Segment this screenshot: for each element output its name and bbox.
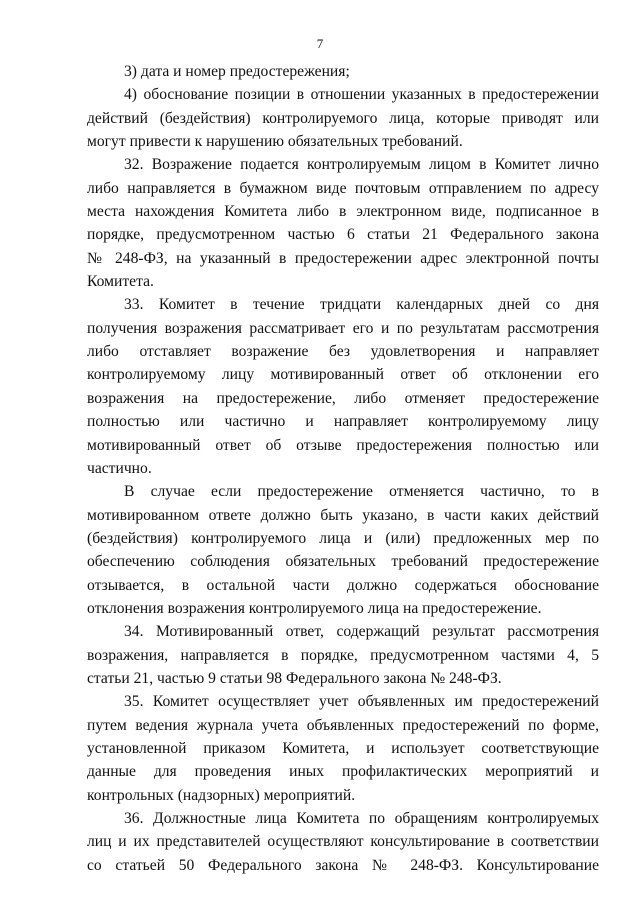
text-line: Комитета. (87, 273, 154, 291)
text-line: установленной приказом Комитета, и использует соответствующие (87, 739, 599, 757)
text-line: мотивированном ответе должно быть указано, в части каких действий (87, 506, 599, 524)
text-line: 34. Мотивированный ответ, содержащий результат рассмотрения (124, 623, 599, 641)
paragraph (87, 480, 599, 620)
text-line: частично. (87, 459, 152, 477)
text-line: контролируемому лицу мотивированный ответ об отклонении его (87, 366, 599, 384)
paragraph (87, 293, 599, 480)
text-line: данные для проведения иных профилактических мероприятий и (87, 763, 599, 781)
text-line: 4) обоснование позиции в отношении указанных в предостережении (124, 86, 599, 104)
text-line: 35. Комитет осуществляет учет объявленных им предостережений (124, 693, 599, 711)
paragraph (87, 807, 599, 877)
text-line: полностью или частично и направляет контролируемому лицу (87, 413, 599, 431)
text-line: либо отставляет возражение без удовлетворения и направляет (87, 343, 599, 361)
text-line: 33. Комитет в течение тридцати календарных дней со дня (124, 296, 599, 314)
text-line: обеспечению соблюдения обязательных требований предостережение (87, 553, 599, 571)
page-number: 7 (316, 36, 324, 51)
text-line: места нахождения Комитета либо в электронном виде, подписанное в (87, 203, 599, 221)
text-line: (бездействия) контролируемого лица и (или) предложенных мер по (87, 529, 599, 547)
text-line: возражения, направляется в порядке, предусмотренном частями 4, 5 (87, 646, 599, 664)
text-line: № 248-ФЗ, на указанный в предостережении адрес электронной почты (87, 249, 599, 267)
text-line: В случае если предостережение отменяется частично, то в (124, 483, 599, 501)
text-line: статьи 21, частью 9 статьи 98 Федерального закона № 248-ФЗ. (87, 669, 502, 687)
text-line: возражения на предостережение, либо отменяет предостережение (87, 389, 599, 407)
text-line: со статьей 50 Федерального закона № 248-ФЗ. Консультирование (87, 856, 599, 874)
text-line: могут привести к нарушению обязательных требований. (87, 133, 463, 151)
text-line: либо направляется в бумажном виде почтовым отправлением по адресу (87, 179, 599, 197)
text-line: лиц и их представителей осуществляют консультирование в соответствии (87, 833, 599, 851)
text-line: 3) дата и номер предостережения; (124, 63, 350, 80)
text-line: путем ведения журнала учета объявленных предостережений по форме, (87, 716, 599, 734)
text-line: мотивированный ответ об отзыве предостережения полностью или (87, 436, 599, 454)
paragraph (87, 620, 599, 690)
document-body (87, 60, 599, 877)
paragraph (87, 153, 599, 293)
text-line: действий (бездействия) контролируемого лица, которые приводят или (87, 109, 599, 127)
text-line: получения возражения рассматривает его и по результатам рассмотрения (87, 319, 599, 337)
text-line: порядке, предусмотренном частью 6 статьи 21 Федерального закона (87, 226, 599, 244)
text-line: 32. Возражение подается контролируемым лицом в Комитет лично (124, 156, 599, 174)
text-line: 36. Должностные лица Комитета по обращениям контролируемых (124, 810, 599, 827)
text-line: отклонения возражения контролируемого лица на предостережение. (87, 599, 542, 617)
text-line: контрольных (надзорных) мероприятий. (87, 786, 356, 804)
paragraph (87, 60, 599, 83)
paragraph (87, 690, 599, 807)
paragraph (87, 83, 599, 153)
text-line: отзывается, в остальной части должно содержаться обоснование (87, 576, 599, 594)
